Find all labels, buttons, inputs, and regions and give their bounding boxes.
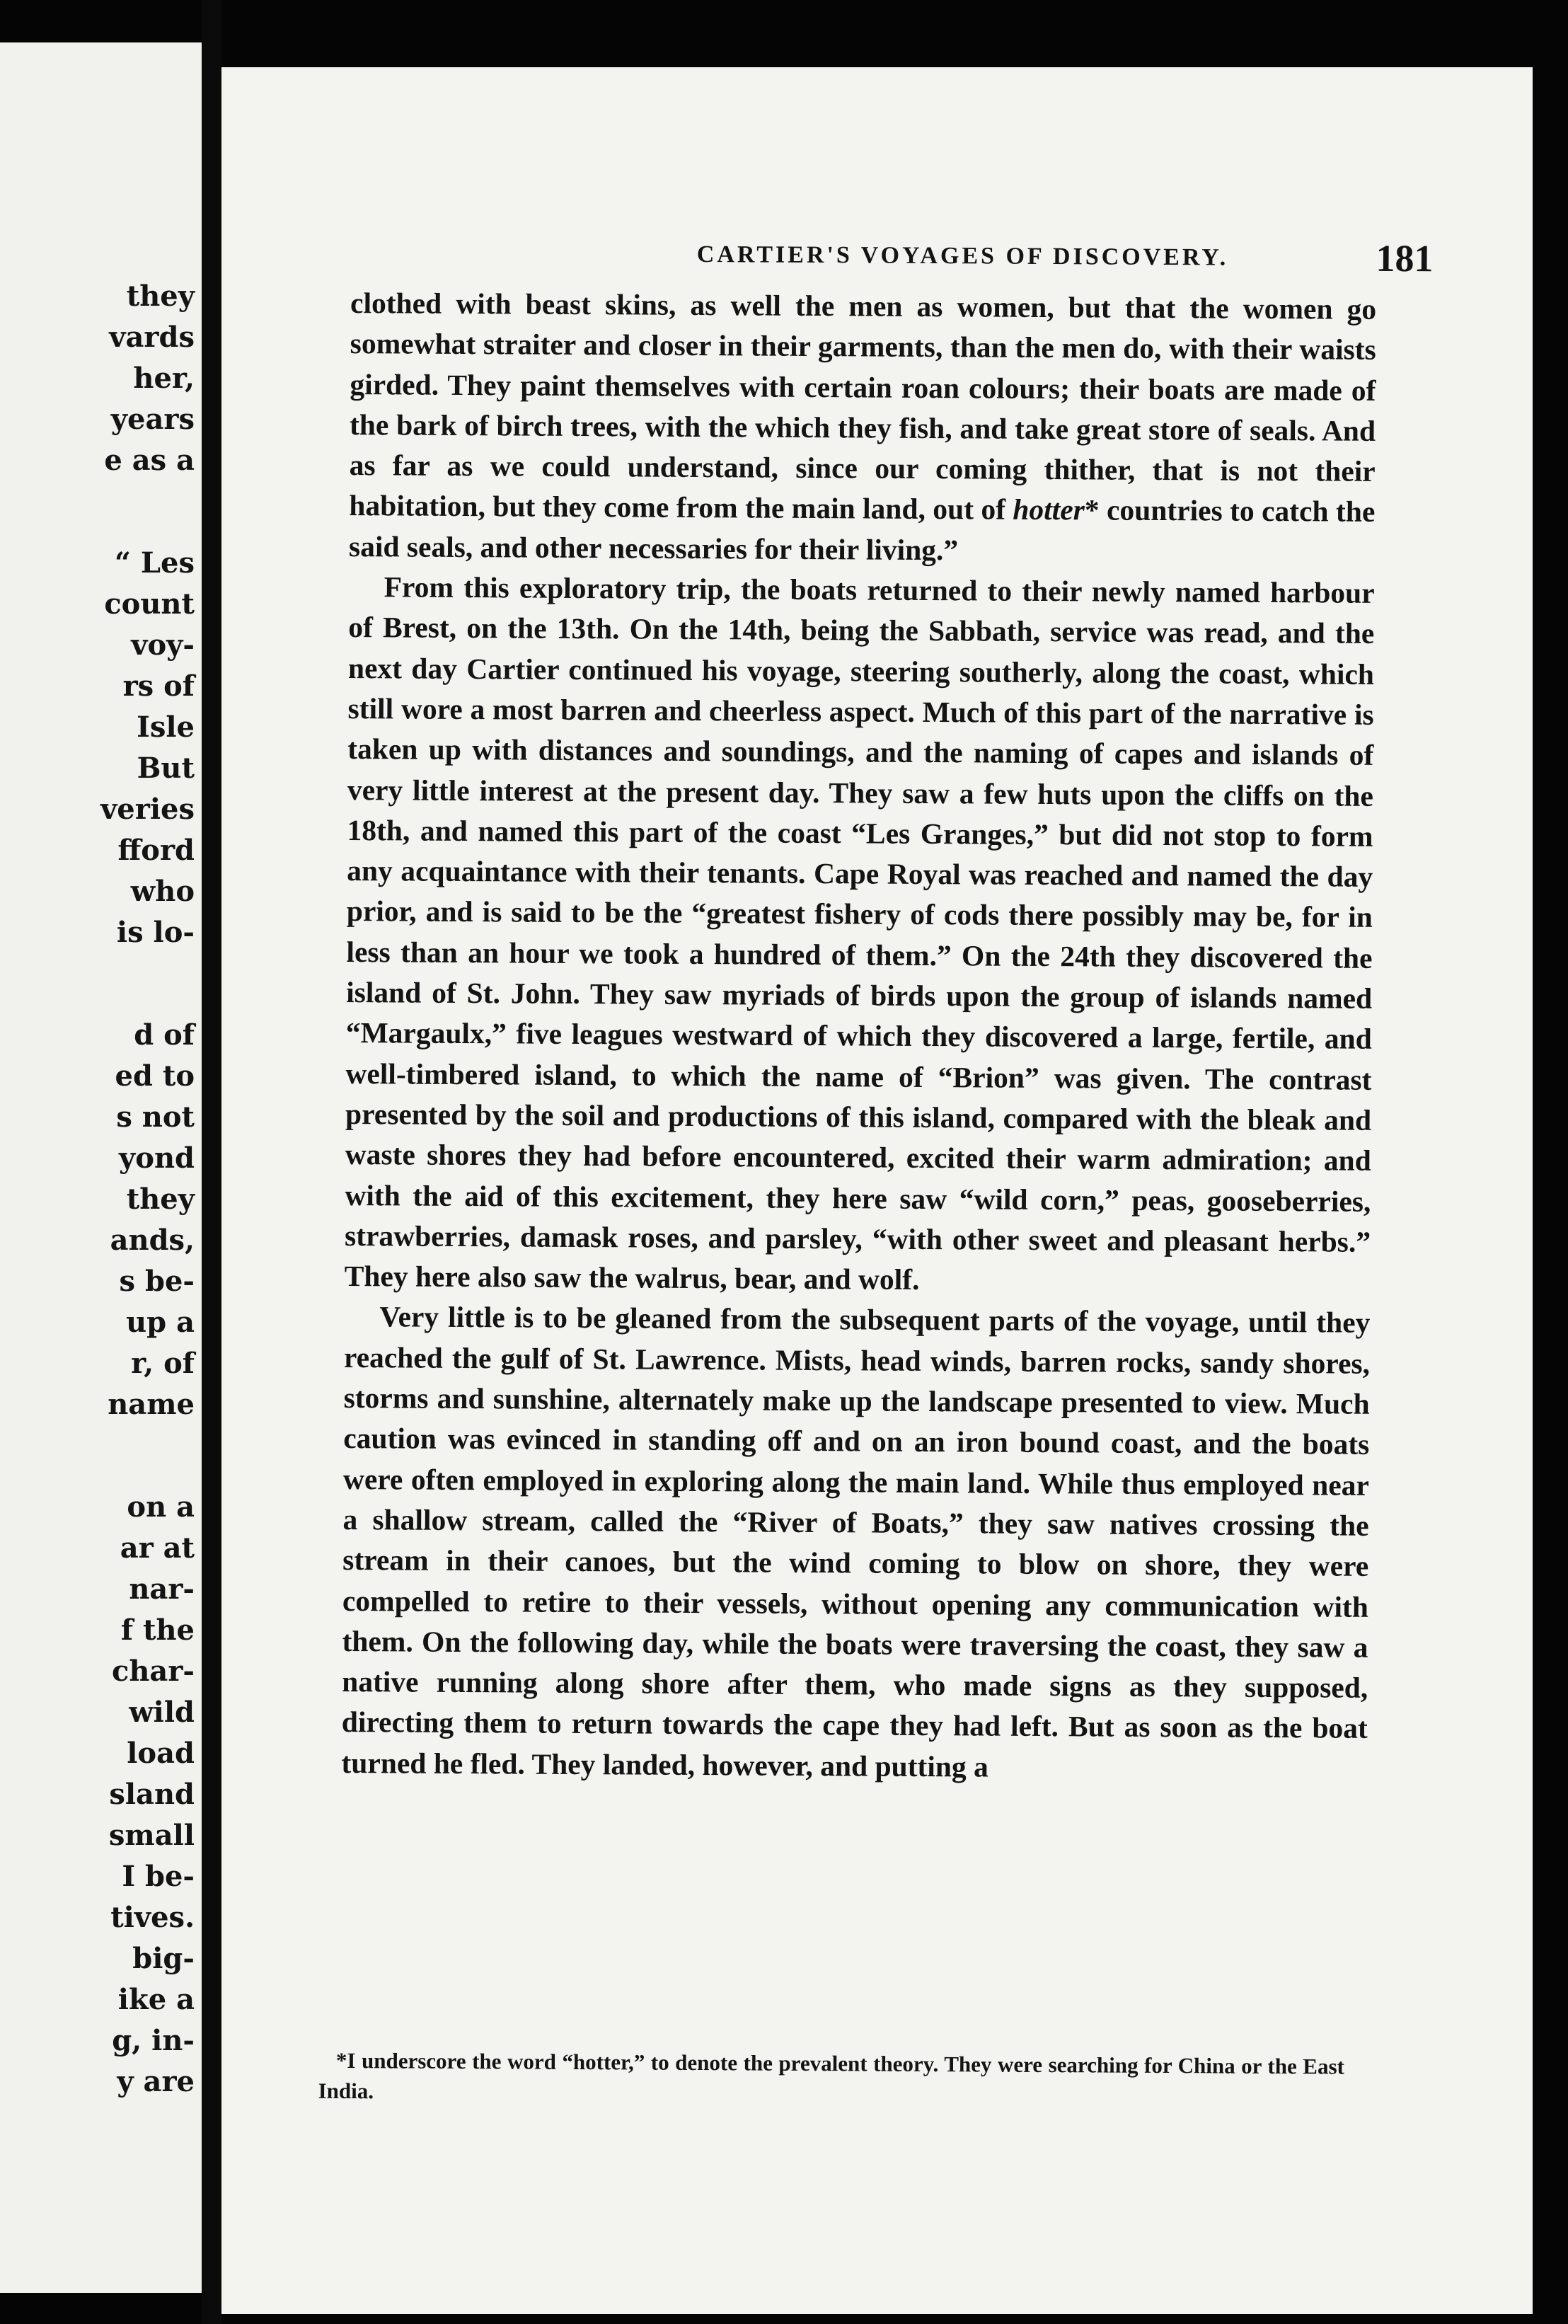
paragraph-2: From this exploratory trip, the boats returned to their newly named harbour of Brest, on the 13th. On the 14th, being the Sabbath, service was read, and the next day Cartier continued his voyage, steering southerly, along the coast, which still wore a most barren and cheerless aspect. Much of this part of the narrative is taken up with distances and soundings, and the naming of capes and islands of very little interest at the present day. They saw a few huts upon the cliffs on the 18th, and named this part of the coast “Les Granges,” but did not stop to form any acquaintance with their tenants. Cape Royal was reached and named the day prior, and is said to be the “greatest fishery of cods there possibly may be, for in less than an hour we took a hundred of them.” On the 24th they discovered the island of St. John. They saw myriads of birds upon the group of islands named “Margaulx,” five leagues westward of which they discovered a large, fertile, and well-timbered island, to which the name of “Brion” was given. The contrast presented by the soil and productions of this island, compared with the bleak and waste shores they had before encountered, excited their warm admiration; and with the aid of this excitement, they here saw “wild corn,” peas, gooseberries, strawberries, damask roses, and parsley, “with other sweet and pleasant herbs.” They here also saw the walrus, bear, and wolf. bbox=[344, 570, 1375, 1296]
facing-page-line-fragment: ed to bbox=[115, 1059, 195, 1093]
paragraph-3: Very little is to be gleaned from the subsequent parts of the voyage, until they reached the gulf of St. Lawrence. Mists, head winds, barren rocks, sandy shores, storms and sunshine, alternately make up the landscape presented to view. Much caution was evinced in standing off and on an iron bound coast, and the boats were often employed in exploring along the main land. While thus employed near a shallow stream, called the “River of Boats,” they saw natives crossing the stream in their canoes, but the wind coming to blow on shore, they were compelled to retire to their vessels, without opening any communication with them. On the following day, while the boats were traversing the coast, they saw a native running along shore after them, who made signs as they supposed, directing them to return towards the cape they had left. But as soon as the boat turned he fled. They landed, however, and putting a bbox=[341, 1300, 1371, 1783]
facing-page-line-fragment: f the bbox=[120, 1613, 195, 1647]
running-head: CARTIER'S VOYAGES OF DISCOVERY. bbox=[696, 241, 1229, 271]
facing-page-line-fragment: count bbox=[104, 587, 195, 621]
facing-page-line-fragment: years bbox=[110, 403, 195, 436]
paragraph-1 bbox=[349, 283, 1376, 573]
facing-page-line-fragment: name bbox=[108, 1388, 195, 1421]
facing-page-line-fragment: wild bbox=[129, 1696, 195, 1729]
facing-page-text-fragments bbox=[0, 42, 202, 2293]
facing-page-line-fragment: I be- bbox=[122, 1860, 195, 1893]
facing-page-line-fragment: s not bbox=[116, 1100, 195, 1134]
facing-page-line-fragment: is lo- bbox=[116, 916, 195, 949]
facing-page-line-fragment: y are bbox=[117, 2065, 195, 2098]
facing-page-line-fragment: tives. bbox=[110, 1901, 195, 1934]
facing-page-line-fragment: Isle bbox=[137, 711, 195, 744]
facing-page-line-fragment: sland bbox=[109, 1778, 195, 1811]
facing-page-line-fragment: d of bbox=[134, 1018, 195, 1052]
facing-page-line-fragment: char- bbox=[111, 1655, 195, 1688]
facing-page-line-fragment: ike a bbox=[117, 1983, 195, 2016]
book-page-181 bbox=[221, 67, 1533, 2314]
facing-page-line-fragment: fford bbox=[117, 834, 195, 867]
facing-page-line-fragment: vards bbox=[109, 321, 195, 354]
facing-page-line-fragment: yond bbox=[119, 1141, 195, 1175]
facing-page-line-fragment: nar- bbox=[129, 1572, 195, 1606]
facing-page-line-fragment: on a bbox=[127, 1490, 195, 1524]
facing-page-line-fragment: But bbox=[137, 752, 195, 785]
facing-page-line-fragment: “ Les bbox=[114, 546, 195, 580]
facing-page-line-fragment: e as a bbox=[104, 444, 195, 477]
facing-page-line-fragment: voy- bbox=[131, 628, 195, 662]
facing-page-line-fragment: s be- bbox=[119, 1265, 195, 1298]
facing-page-line-fragment: big- bbox=[132, 1942, 195, 1975]
facing-page-line-fragment: r, of bbox=[131, 1347, 195, 1380]
main-text bbox=[341, 283, 1376, 1790]
facing-page-line-fragment: rs of bbox=[122, 669, 195, 703]
facing-page-line-fragment: ar at bbox=[120, 1531, 195, 1565]
facing-page-line-fragment: they bbox=[126, 280, 195, 313]
facing-page-line-fragment: small bbox=[108, 1819, 195, 1852]
paragraph-1-text-b: * countries to catch the said seals, and other necessaries for their living.” bbox=[348, 493, 1376, 567]
facing-page-line-fragment: g, in- bbox=[112, 2024, 195, 2057]
facing-page-line-fragment: her, bbox=[133, 362, 195, 395]
facing-page-line-fragment: ands, bbox=[110, 1224, 195, 1257]
facing-page-line-fragment: they bbox=[126, 1183, 195, 1216]
facing-page-left bbox=[0, 42, 202, 2293]
emphasized-word: hotter bbox=[1013, 493, 1085, 527]
page-number: 181 bbox=[1376, 236, 1434, 280]
facing-page-line-fragment: veries bbox=[100, 793, 195, 826]
footnote: *I underscore the word “hotter,” to denote the prevalent theory. They were searching for China or the East India. bbox=[318, 2047, 1345, 2104]
facing-page-line-fragment: who bbox=[130, 875, 195, 908]
facing-page-line-fragment: up a bbox=[126, 1306, 195, 1339]
facing-page-line-fragment: load bbox=[127, 1737, 195, 1770]
paragraph-1-text-a: clothed with beast skins, as well the men as women, but that the women go somewhat straiter and closer in their garments, than the men do, with their waists girded. They paint themselves with certain roan colours; their boats are made of the bark of birch trees, with the which they fish, and take great store of seals. And as far as we could understand, since our coming thither, that is not their habitation, but they come from the main land, out of bbox=[349, 286, 1377, 527]
